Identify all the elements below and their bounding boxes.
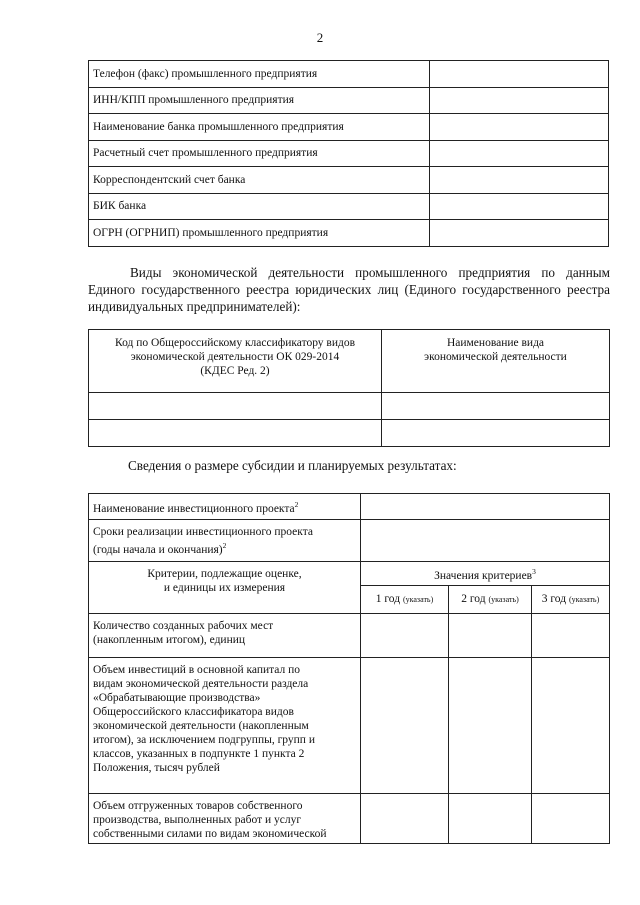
value-cell[interactable] (430, 114, 609, 141)
table-row (89, 61, 609, 88)
table-row (89, 494, 610, 520)
value-cell[interactable] (430, 61, 609, 88)
code-cell[interactable] (89, 393, 382, 420)
table-row (89, 87, 609, 114)
terms-line1: Сроки реализации инвестиционного проекта (93, 525, 313, 538)
project-name-text: Наименование инвестиционного проекта (93, 502, 295, 515)
value-cell[interactable] (430, 220, 609, 247)
table-row (89, 140, 609, 167)
value-cell[interactable] (361, 614, 449, 658)
column-header-values (361, 562, 610, 586)
row-label-bank-name: Наименование банка промышленного предприятия (89, 114, 430, 141)
table-row (89, 114, 609, 141)
table-row (89, 658, 610, 794)
year2-label: 2 год (461, 593, 486, 605)
row-label-phone: Телефон (факс) промышленного предприятия (89, 61, 430, 88)
code-cell[interactable] (89, 420, 382, 447)
column-header-year1 (361, 586, 449, 614)
row-label-investments (89, 658, 361, 794)
invest-line: итогом), за исключением подгруппы, групп и (93, 734, 315, 746)
footnote-mark: 3 (532, 566, 536, 576)
jobs-line2: (накопленным итогом), единиц (93, 634, 246, 646)
table-row (89, 520, 610, 562)
invest-line: экономической деятельности (накопленным (93, 720, 309, 732)
column-header-code (89, 330, 382, 393)
invest-line: классов, указанных в подпункте 1 пункта 2 (93, 748, 305, 760)
header-code-line3: (КДЕС Ред. 2) (200, 365, 270, 377)
table-row (89, 614, 610, 658)
row-label-inn: ИНН/КПП промышленного предприятия (89, 87, 430, 114)
specify-note: (указать) (402, 595, 434, 604)
row-label-project-name (89, 494, 361, 520)
column-header-criteria (89, 562, 361, 614)
table-header-row (89, 562, 610, 586)
value-cell[interactable] (361, 658, 449, 794)
table-row (89, 420, 610, 447)
row-label-bik: БИК банка (89, 193, 430, 220)
value-cell[interactable] (449, 794, 532, 844)
value-cell[interactable] (430, 140, 609, 167)
value-cell[interactable] (430, 193, 609, 220)
header-name-line2: экономической деятельности (424, 351, 567, 363)
header-code-line1: Код по Общероссийскому классификатору видов (114, 337, 356, 349)
company-details-table (88, 60, 609, 247)
value-cell[interactable] (532, 658, 610, 794)
value-cell[interactable] (361, 494, 610, 520)
shipped-line: Объем отгруженных товаров собственного (93, 800, 303, 812)
activity-paragraph: Виды экономической деятельности промышленного предприятия по данным Единого государственного реестра юридических лиц (Единого государственного реестра индивидуальных предпринимателей): (88, 265, 610, 314)
table-row (89, 220, 609, 247)
activity-name-cell[interactable] (382, 393, 610, 420)
specify-note: (указать) (488, 595, 519, 604)
invest-line: «Обрабатывающие производства» (93, 692, 261, 704)
row-label-terms (89, 520, 361, 562)
row-label-account: Расчетный счет промышленного предприятия (89, 140, 430, 167)
invest-line: Общероссийского классификатора видов (93, 706, 294, 718)
subsidy-heading: Сведения о размере субсидии и планируемых результатах: (128, 458, 457, 473)
table-row (89, 167, 609, 194)
row-label-jobs (89, 614, 361, 658)
table-row (89, 794, 610, 844)
table-row (89, 393, 610, 420)
value-cell[interactable] (449, 658, 532, 794)
invest-line: Положения, тысяч рублей (93, 762, 220, 774)
column-header-year2 (449, 586, 532, 614)
activity-name-cell[interactable] (382, 420, 610, 447)
row-label-shipped-goods (89, 794, 361, 844)
table-header-row (89, 330, 610, 393)
value-cell[interactable] (532, 794, 610, 844)
value-cell[interactable] (430, 87, 609, 114)
criteria-line2: и единицы их измерения (163, 582, 286, 594)
values-header-text: Значения критериев (434, 569, 533, 582)
footnote-mark: 2 (294, 499, 299, 509)
jobs-line1: Количество созданных рабочих мест (93, 620, 274, 632)
value-cell[interactable] (361, 794, 449, 844)
activity-codes-table (88, 329, 610, 447)
terms-line2: (годы начала и окончания) (93, 543, 223, 556)
footnote-mark: 2 (222, 540, 227, 550)
column-header-year3 (532, 586, 610, 614)
table-row (89, 193, 609, 220)
subsidy-table (88, 493, 610, 844)
year3-label: 3 год (541, 593, 567, 605)
row-label-corr-account: Корреспондентский счет банка (89, 167, 430, 194)
year1-label: 1 год (375, 593, 401, 605)
invest-line: видам экономической деятельности раздела (93, 678, 309, 690)
value-cell[interactable] (361, 520, 610, 562)
shipped-line: производства, выполненных работ и услуг (93, 814, 302, 826)
shipped-line: собственными силами по видам экономической (93, 828, 327, 840)
header-name-line1: Наименование вида (446, 337, 545, 349)
row-label-ogrn: ОГРН (ОГРНИП) промышленного предприятия (89, 220, 430, 247)
header-code-line2: экономической деятельности ОК 029-2014 (130, 351, 340, 363)
value-cell[interactable] (449, 614, 532, 658)
column-header-activity-name (382, 330, 610, 393)
specify-note: (указать) (568, 595, 600, 604)
value-cell[interactable] (430, 167, 609, 194)
page-number: 2 (316, 30, 324, 45)
invest-line: Объем инвестиций в основной капитал по (93, 664, 301, 676)
value-cell[interactable] (532, 614, 610, 658)
criteria-line1: Критерии, подлежащие оценке, (147, 568, 302, 580)
